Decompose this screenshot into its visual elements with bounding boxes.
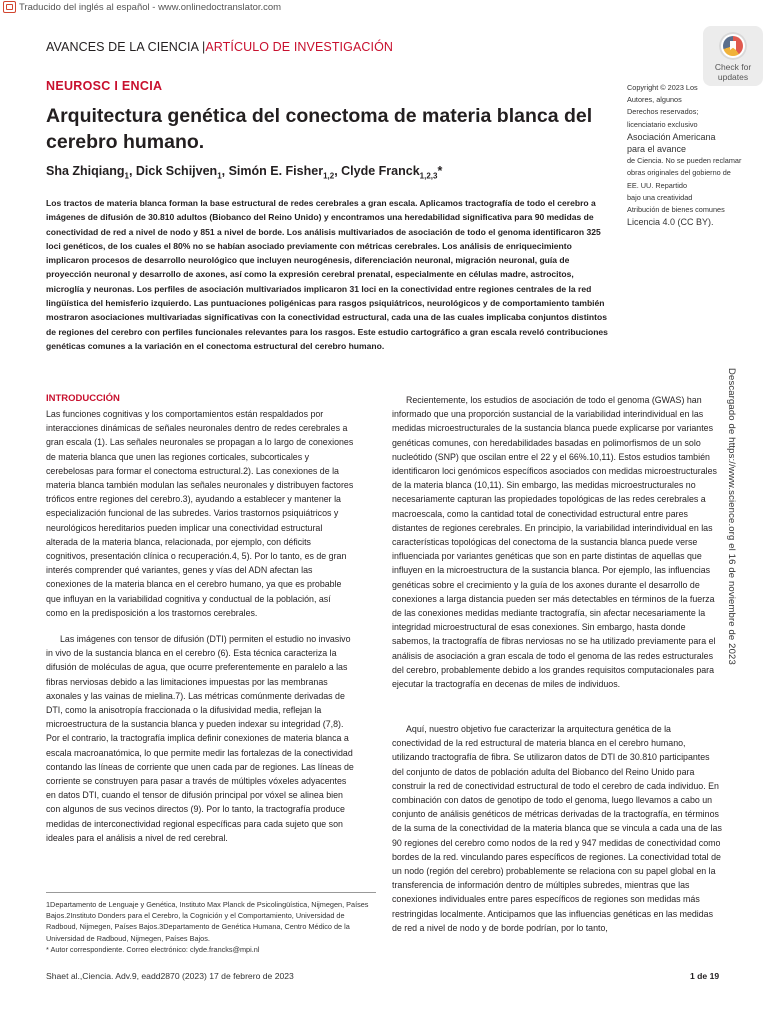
- license-link[interactable]: Licencia 4.0 (CC BY).: [627, 217, 714, 228]
- section-kicker: NEUROSC I ENCIA: [46, 79, 163, 93]
- copyright-line: para el avance: [627, 144, 687, 155]
- copyright-notice: [627, 82, 747, 228]
- author[interactable]: Clyde Franck$_{1,2,3}$: [341, 164, 438, 181]
- translate-icon: [3, 1, 16, 13]
- bookmark-icon: [719, 32, 747, 60]
- copyright-line: Copyright © 2023 Los: [627, 83, 698, 92]
- intro-paragraph-2: Las imágenes con tensor de difusión (DTI) permiten el estudio no invasivo in vivo de la sustancia blanca en el cerebro (6). Esta técnica caracteriza la difusión de moléculas de agua, que ocurre preferentemente en paralelo a las fibras nerviosas debido a las limitaciones impuestas por las membranas axonales y las vainas de mielina.7). Las métricas comúnmente derivadas de DTI, como la anisotropía fraccionada o la difusividad media, reflejan la microestructura de la sustancia blanca y pueden indexar su integridad (7,8). Por el contrario, la tractografía implica definir conexiones de materia blanca a escala macroanatómica, lo que permite medir las fortalezas de la conectividad contando las líneas de corriente que unen cada par de regiones. Las líneas de corriente se construyen para pasar a través de múltiples vóxeles adyacentes en datos DTI, cuando el tensor de difusión principal por vóxel se alinea bien con algunos de sus vecinos directos (9). Por lo tanto, la tractografía produce medidas de interconectividad regional específicas para cada sujeto que son ideales para el análisis a nivel de red cerebral.: [46, 634, 354, 843]
- check-for-updates-label: [715, 63, 751, 82]
- copyright-line: Derechos reservados;: [627, 107, 699, 117]
- corresponding-author[interactable]: * Autor correspondiente. Correo electrónico: clyde.francks@mpi.nl: [46, 944, 260, 954]
- page-number: 1 de 19: [690, 971, 720, 981]
- author-list: Sha Zhiqiang$_1$, Dick Schijven$_1$, Simón E. Fisher$_{1,2}$, Clyde Franck$_{1,2,3}$*: [46, 164, 443, 181]
- copyright-line: obras originales del gobierno de: [627, 168, 731, 178]
- copyright-line: EE. UU. Repartido: [627, 180, 688, 190]
- copyright-line: Autores, algunos: [627, 95, 682, 105]
- body-paragraph-right-1: Recientemente, los estudios de asociación de todo el genoma (GWAS) han informado que una proporción sustancial de la variabilidad interindividual en las medidas microestructurales de la sustancia blanca puede explicarse por variantes genéticas comunes, con heredabilidades basadas en polimorfismos de un solo nucleótido (SNP) que oscilan entre el 22 y el 66%.10,11). Estos estudios también identificaron loci genómicos específicos asociados con medidas microestructurales de la materia blanca (10,11). Sin embargo, las medidas microestructurales no necesariamente capturan las propiedades topológicas de las redes cerebrales a macroescala, como la cantidad total de conectividad estructural entre pares distantes de regiones cerebrales. En principio, la variabilidad interindividual en las características topológicas del conectoma de la sustancia blanca puede verse influenciada por variantes genéticas que son en parte distintas de aquellas que influyen en la microestructura de la sustancia blanca. Por ejemplo, las influencias genéticas sobre el crecimiento y la guía de los axones durante el desarrollo de conexiones a larga distancia pueden ser más detectables en términos de la fuerza de las conexiones medidas mediante tractografía, sin afectar necesariamente la integridad microestructural de esas conexiones. Sin embargo, hasta donde sabemos, la tractografía de fibras nerviosas no se ha utilizado previamente para el análisis de asociación a gran escala de todo el genoma de las redes estructurales del cerebro, probablemente debido a los grandes requisitos computacionales para ejecutar la tractografía en decenas de miles de individuos.: [392, 395, 717, 690]
- article-title: Arquitectura genética del conectoma de materia blanca del cerebro humano.: [46, 105, 593, 153]
- check-for-updates-button[interactable]: [703, 26, 763, 86]
- copyright-line: licenciatario exclusivo: [627, 119, 698, 129]
- author[interactable]: Dick Schijven$_1$: [135, 164, 222, 181]
- copyright-line: Asociación Americana: [627, 131, 716, 142]
- affiliations: 1Departamento de Lenguaje y Genética, Instituto Max Planck de Psicolingüística, Nijmegen, Países Bajos.2Instituto Donders para el Cerebro, la Cognición y el Comportamiento, Universidad de Radboud, Nijmegen, Países Bajos.3Departamento de Genética Humana, Centro Médico de la Universidad de Radboud, Nijmegen, Países Bajos.: [46, 900, 369, 943]
- header-separator: |: [201, 40, 206, 54]
- abstract: Los tractos de materia blanca forman la base estructural de redes cerebrales a gran escala. Aplicamos tractografía de todo el cerebro a imágenes de difusión de 30.810 adultos (Biobanco del Reino Unido) y encontramos una heredabilidad significativa para 90 medidas de conectividad de red a nivel de nodo y 851 a nivel de borde. Los análisis multivariados de asociación de todo el genoma identificaron 325 loci genéticos, de los cuales el 80% no se habían asociado previamente con métricas cerebrales. Los análisis de enriquecimiento implicaron procesos de desarrollo neurológico que incluyen neurogénesis, diferenciación neuronal, migración neuronal, guía de proyección neuronal y desarrollo de axones, así como la expresión cerebral prenatal, especialmente en células madre, astrocitos, microglía y neuronas. Los perfiles de asociación multivariados implicaron 31 loci en la conectividad entre regiones centrales de la red lingüística del hemisferio izquierdo. Las puntuaciones poligénicas para rasgos psiquiátricos, neurológicos y de comportamiento también mostraron asociaciones multivariadas significativas con la conectividad estructural, cada una de las cuales implicaba conjuntos distintos de regiones del cerebro con perfiles funcionales relevantes para los rasgos. Este estudio cartográfico a gran escala reveló contribuciones genéticas comunes a la variación en el conectoma estructural del cerebro humano.: [46, 198, 608, 351]
- citation-footer: Shaet al.,Ciencia. Adv.9, eadd2870 (2023) 17 de febrero de 2023: [46, 971, 294, 981]
- author[interactable]: Simón E. Fisher$_{1,2}$: [228, 164, 335, 181]
- article-type: ARTÍCULO DE INVESTIGACIÓN: [205, 40, 394, 54]
- translation-banner-text: Traducido del inglés al español - www.onlinedoctranslator.com: [19, 1, 282, 13]
- intro-heading: INTRODUCCIÓN: [46, 393, 120, 404]
- intro-paragraph-1: Las funciones cognitivas y los comportamientos están respaldados por interacciones dinámicas de señales neuronales dentro de redes cerebrales a gran escala (1). Las señales neuronales se propagan a lo largo de conexiones de materia blanca que unen las regiones corticales, subcorticales y cerebelosas para formar el conectoma estructural.2). Las conexiones de la materia blanca también modulan las señales neuronales y distribuyen factores tróficos entre regiones del cerebro.3), ayudando a establecer y mantener la especialización funcional de las subredes. Varios trastornos psiquiátricos y neurológicos hereditarios pueden implicar una conectividad estructural alterada de la materia blanca, relacionada, por ejemplo, con déficits cognitivos, presentación clínica o recuperación.4, 5). Por lo tanto, es de gran interés comprender qué variantes, genes y vías del ADN afectan las conexiones de la materia blanca en el cerebro humano, ya que es probable que influyan en la variabilidad cognitiva y conductual de la población, así como en la predisposición a los trastornos cerebrales.: [46, 409, 354, 618]
- check-label-line2: updates: [717, 71, 749, 82]
- copyright-line: de Ciencia. No se pueden reclamar: [627, 156, 742, 166]
- translation-banner: [0, 0, 281, 14]
- download-sidebar: Descargado de https://www.science.org el 16 de noviembre de 2023: [726, 368, 737, 665]
- footnotes: [46, 899, 376, 955]
- journal-name: AVANCES DE LA CIENCIA: [46, 40, 202, 54]
- author[interactable]: Sha Zhiqiang$_1$: [46, 164, 129, 181]
- check-label-line1: Check for: [714, 62, 752, 72]
- body-paragraph-right-2: Aquí, nuestro objetivo fue caracterizar la arquitectura genética de la conectividad de la red estructural de materia blanca en el cerebro humano, utilizando tractografía de fibra. Se utilizaron datos de DTI de 30.810 participantes del conjunto de datos de población adulta del Biobanco del Reino Unido para construir la red de conectividad estructural de todo el cerebro de cada individuo. En combinación con datos de genotipo de todo el genoma, luego llevamos a cabo un conjunto de análisis genéticos de métricas derivadas de la tractografía, en términos de la suma de la conectividad de la materia blanca que se vincula a cada una de las 90 regiones del cerebro como nodos de la red y 947 medidas de conectividad como bordes de la red. vinculando pares específicos de regiones. La conectividad total de un nodo (región del cerebro) probablemente se relaciona con su papel global en la transferencia de información dentro de múltiples subredes, mientras que las conexiones individuales entre pares específicos de regiones son medidas más restringidas localmente. Anticipamos que las influencias genéticas en las medidas de red a nivel de nodo y de borde podrían, por lo tanto,: [392, 724, 722, 933]
- copyright-line: bajo una creatividad: [627, 192, 693, 202]
- copyright-line: Atribución de bienes comunes: [627, 205, 725, 215]
- journal-header: [46, 40, 393, 54]
- footnote-divider: [46, 892, 376, 893]
